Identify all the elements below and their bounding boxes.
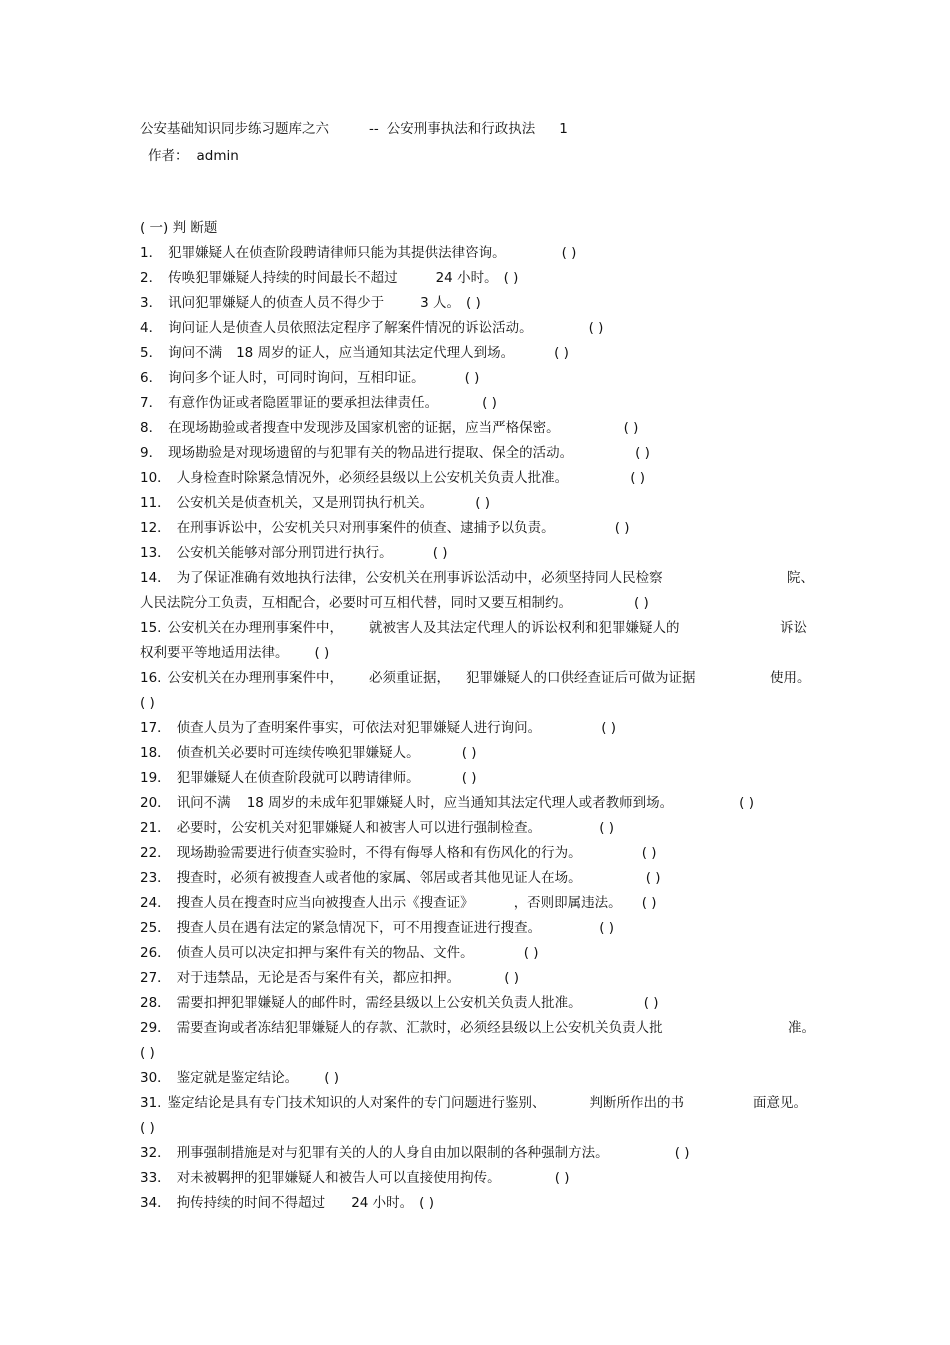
answer-blank: ( )	[599, 820, 615, 836]
question-text: 人身检查时除紧急情况外，必须经县级以上公安机关负责人批准。	[176, 470, 569, 486]
answer-blank: ( )	[601, 720, 617, 736]
question-15	[140, 618, 820, 638]
answer-blank: ( )	[588, 320, 604, 336]
author-line	[148, 146, 828, 166]
question-text: 拘传持续的时间不得超过	[176, 1195, 326, 1211]
question-text: 需要扣押犯罪嫌疑人的邮件时，需经县级以上公安机关负责人批准。	[176, 995, 582, 1011]
answer-blank: ( )	[314, 645, 330, 661]
answer-blank: ( )	[475, 495, 491, 511]
question-number: 6．	[140, 370, 163, 386]
answer-blank: ( )	[641, 845, 657, 861]
question-number: 5．	[140, 345, 163, 361]
question-number: 7．	[140, 395, 163, 411]
question-25	[140, 918, 820, 938]
answer-blank: ( )	[641, 895, 657, 911]
question-33	[140, 1168, 820, 1188]
question-text: 有意作伪证或者隐匿罪证的要承担法律责任。	[168, 395, 439, 411]
question-text: 现场勘验需要进行侦查实验时，不得有侮辱人格和有伤风化的行为。	[176, 845, 582, 861]
question-text: 公安机关能够对部分刑罚进行执行。	[176, 545, 393, 561]
question-31	[140, 1093, 820, 1113]
question-text-continued: 24 小时。	[435, 270, 498, 286]
question-text: 犯罪嫌疑人在侦查阶段聘请律师只能为其提供法律咨询。	[168, 245, 506, 261]
answer-blank: ( )	[554, 345, 569, 361]
question-6	[140, 368, 820, 388]
document-title	[140, 119, 820, 139]
question-29	[140, 1018, 820, 1038]
author-label: 作者：	[148, 148, 189, 164]
answer-blank: ( )	[419, 1195, 434, 1211]
question-2	[140, 268, 820, 288]
question-text-continued: 3 人。	[420, 295, 460, 311]
question-text-end: 院、	[787, 570, 814, 586]
question-text: 讯问犯罪嫌疑人的侦查人员不得少于	[168, 295, 385, 311]
question-number: 32．	[140, 1145, 171, 1161]
question-32	[140, 1143, 820, 1163]
question-text-continued: 犯罪嫌疑人的口供经查证后可做为证据	[465, 670, 696, 686]
section-heading: ( 一) 判 断题	[140, 220, 218, 236]
question-number: 14．	[140, 570, 171, 586]
question-26	[140, 943, 820, 963]
question-18	[140, 743, 820, 763]
question-text-end: 使用。	[770, 670, 811, 686]
answer-blank: ( )	[461, 745, 477, 761]
question-text: 公安机关在办理刑事案件中，	[167, 670, 343, 686]
question-text: 侦查机关必要时可连续传唤犯罪嫌疑人。	[176, 745, 420, 761]
question-text-continued: ，否则即属违法。	[513, 895, 622, 911]
question-1	[140, 243, 820, 263]
question-number: 3．	[140, 295, 163, 311]
question-text: 鉴定就是鉴定结论。	[176, 1070, 299, 1086]
answer-blank: ( )	[739, 795, 754, 811]
question-number: 34．	[140, 1195, 171, 1211]
question-21	[140, 818, 820, 838]
question-text: 现场勘验是对现场遗留的与犯罪有关的物品进行提取、保全的活动。	[168, 445, 574, 461]
question-text: 侦查人员为了查明案件事实，可依法对犯罪嫌疑人进行询问。	[176, 720, 542, 736]
question-31-continued	[140, 1118, 820, 1138]
question-3	[140, 293, 820, 313]
question-4	[140, 318, 820, 338]
question-number: 18．	[140, 745, 171, 761]
question-text: 搜查人员在搜查时应当向被搜查人出示《搜查证》	[176, 895, 474, 911]
question-text-continued: 权利要平等地适用法律。	[140, 645, 289, 661]
question-20	[140, 793, 820, 813]
question-number: 8．	[140, 420, 163, 436]
question-text: 讯问不满	[176, 795, 231, 811]
question-text: 询问多个证人时，可同时询问，互相印证。	[168, 370, 425, 386]
question-text: 询问不满	[168, 345, 223, 361]
question-22	[140, 843, 820, 863]
answer-blank: ( )	[503, 270, 519, 286]
question-number: 21．	[140, 820, 171, 836]
question-text: 公安机关是侦查机关，又是刑罚执行机关。	[176, 495, 434, 511]
answer-blank: ( )	[432, 545, 448, 561]
question-text-continued: 人民法院分工负责，互相配合，必要时可互相代替，同时又要互相制约。	[140, 595, 572, 611]
question-12	[140, 518, 820, 538]
answer-blank: ( )	[554, 1170, 570, 1186]
question-9	[140, 443, 820, 463]
question-number: 12．	[140, 520, 171, 536]
question-text: 在刑事诉讼中，公安机关只对刑事案件的侦查、逮捕予以负责。	[176, 520, 555, 536]
question-7	[140, 393, 820, 413]
question-29-continued	[140, 1043, 820, 1063]
question-number: 28．	[140, 995, 171, 1011]
question-number: 19．	[140, 770, 171, 786]
question-number: 15.	[140, 620, 162, 636]
author-name: admin	[196, 148, 239, 164]
question-text: 公安机关在办理刑事案件中，	[167, 620, 343, 636]
question-number: 1．	[140, 245, 163, 261]
question-number: 10．	[140, 470, 171, 486]
question-number: 17．	[140, 720, 171, 736]
question-text-end: 面意见。	[753, 1095, 807, 1111]
question-30	[140, 1068, 820, 1088]
question-16	[140, 668, 820, 688]
question-number: 22．	[140, 845, 171, 861]
question-text: 对未被羁押的犯罪嫌疑人和被告人可以直接使用拘传。	[176, 1170, 501, 1186]
question-14	[140, 568, 820, 588]
answer-blank: ( )	[623, 420, 639, 436]
question-text-continued: 判断所作出的书	[589, 1095, 684, 1111]
question-14-continued	[140, 593, 820, 613]
question-15-continued	[140, 643, 820, 663]
answer-blank: ( )	[464, 370, 480, 386]
question-27	[140, 968, 820, 988]
question-text: 搜查人员在遇有法定的紧急情况下，可不用搜查证进行搜查。	[176, 920, 542, 936]
question-number: 29．	[140, 1020, 171, 1036]
question-number: 4．	[140, 320, 163, 336]
answer-blank: ( )	[635, 445, 650, 461]
question-19	[140, 768, 820, 788]
answer-blank: ( )	[561, 245, 577, 261]
question-text-end: 准。	[788, 1020, 815, 1036]
answer-blank: ( )	[674, 1145, 690, 1161]
question-text: 在现场勘验或者搜查中发现涉及国家机密的证据，应当严格保密。	[168, 420, 560, 436]
question-8	[140, 418, 820, 438]
answer-blank: ( )	[523, 945, 539, 961]
question-text-continued: 就被害人及其法定代理人的诉讼权利和犯罪嫌疑人的	[368, 620, 680, 636]
question-10	[140, 468, 820, 488]
question-number: 30．	[140, 1070, 171, 1086]
question-number: 33．	[140, 1170, 171, 1186]
answer-blank: ( )	[140, 695, 155, 711]
answer-blank: ( )	[140, 1120, 155, 1136]
question-23	[140, 868, 820, 888]
question-text: 搜查时，必须有被搜查人或者他的家属、邻居或者其他见证人在场。	[176, 870, 582, 886]
answer-blank: ( )	[614, 520, 630, 536]
title-subject: 公安刑事执法和行政执法	[386, 121, 536, 137]
answer-blank: ( )	[140, 1045, 155, 1061]
question-number: 24．	[140, 895, 171, 911]
question-number: 31.	[140, 1095, 162, 1111]
question-28	[140, 993, 820, 1013]
question-number: 26．	[140, 945, 171, 961]
question-text: 犯罪嫌疑人在侦查阶段就可以聘请律师。	[176, 770, 420, 786]
question-text: 侦查人员可以决定扣押与案件有关的物品、文件。	[176, 945, 474, 961]
question-number: 27．	[140, 970, 171, 986]
question-text-continued: 18 周岁的未成年犯罪嫌疑人时，应当通知其法定代理人或者教师到场。	[246, 795, 674, 811]
question-16-continued	[140, 693, 820, 713]
answer-blank: ( )	[504, 970, 520, 986]
answer-blank: ( )	[630, 470, 646, 486]
answer-blank: ( )	[645, 870, 661, 886]
question-11	[140, 493, 820, 513]
title-separator: --	[369, 121, 379, 137]
question-number: 9．	[140, 445, 163, 461]
answer-blank: ( )	[324, 1070, 340, 1086]
question-number: 16.	[140, 670, 162, 686]
question-5	[140, 343, 820, 363]
question-24	[140, 893, 820, 913]
question-number: 23．	[140, 870, 171, 886]
answer-blank: ( )	[599, 920, 615, 936]
question-number: 11．	[140, 495, 171, 511]
answer-blank: ( )	[461, 770, 477, 786]
answer-blank: ( )	[634, 595, 649, 611]
question-text: 必要时，公安机关对犯罪嫌疑人和被害人可以进行强制检查。	[176, 820, 542, 836]
question-number: 13．	[140, 545, 171, 561]
title-number: 1	[559, 121, 568, 137]
question-text: 刑事强制措施是对与犯罪有关的人的人身自由加以限制的各种强制方法。	[176, 1145, 609, 1161]
question-text-continued: 18 周岁的证人，应当通知其法定代理人到场。	[236, 345, 515, 361]
question-13	[140, 543, 820, 563]
answer-blank: ( )	[643, 995, 659, 1011]
question-text-continued: 必须重证据，	[368, 670, 450, 686]
question-text: 为了保证准确有效地执行法律，公安机关在刑事诉讼活动中，必须坚持同人民检察	[176, 570, 663, 586]
question-17	[140, 718, 820, 738]
question-text-end: 诉讼	[780, 620, 807, 636]
question-34	[140, 1193, 820, 1213]
question-text: 询问证人是侦查人员依照法定程序了解案件情况的诉讼活动。	[168, 320, 533, 336]
question-number: 20．	[140, 795, 171, 811]
question-number: 25．	[140, 920, 171, 936]
question-text: 传唤犯罪嫌疑人持续的时间最长不超过	[168, 270, 398, 286]
title-main: 公安基础知识同步练习题库之六	[140, 121, 329, 137]
question-number: 2．	[140, 270, 163, 286]
question-text: 需要查询或者冻结犯罪嫌疑人的存款、汇款时，必须经县级以上公安机关负责人批	[176, 1020, 663, 1036]
question-text-continued: 24 小时。	[351, 1195, 414, 1211]
answer-blank: ( )	[482, 395, 497, 411]
question-text: 对于违禁品，无论是否与案件有关，都应扣押。	[176, 970, 461, 986]
question-text: 鉴定结论是具有专门技术知识的人对案件的专门问题进行鉴别、	[167, 1095, 546, 1111]
answer-blank: ( )	[465, 295, 481, 311]
